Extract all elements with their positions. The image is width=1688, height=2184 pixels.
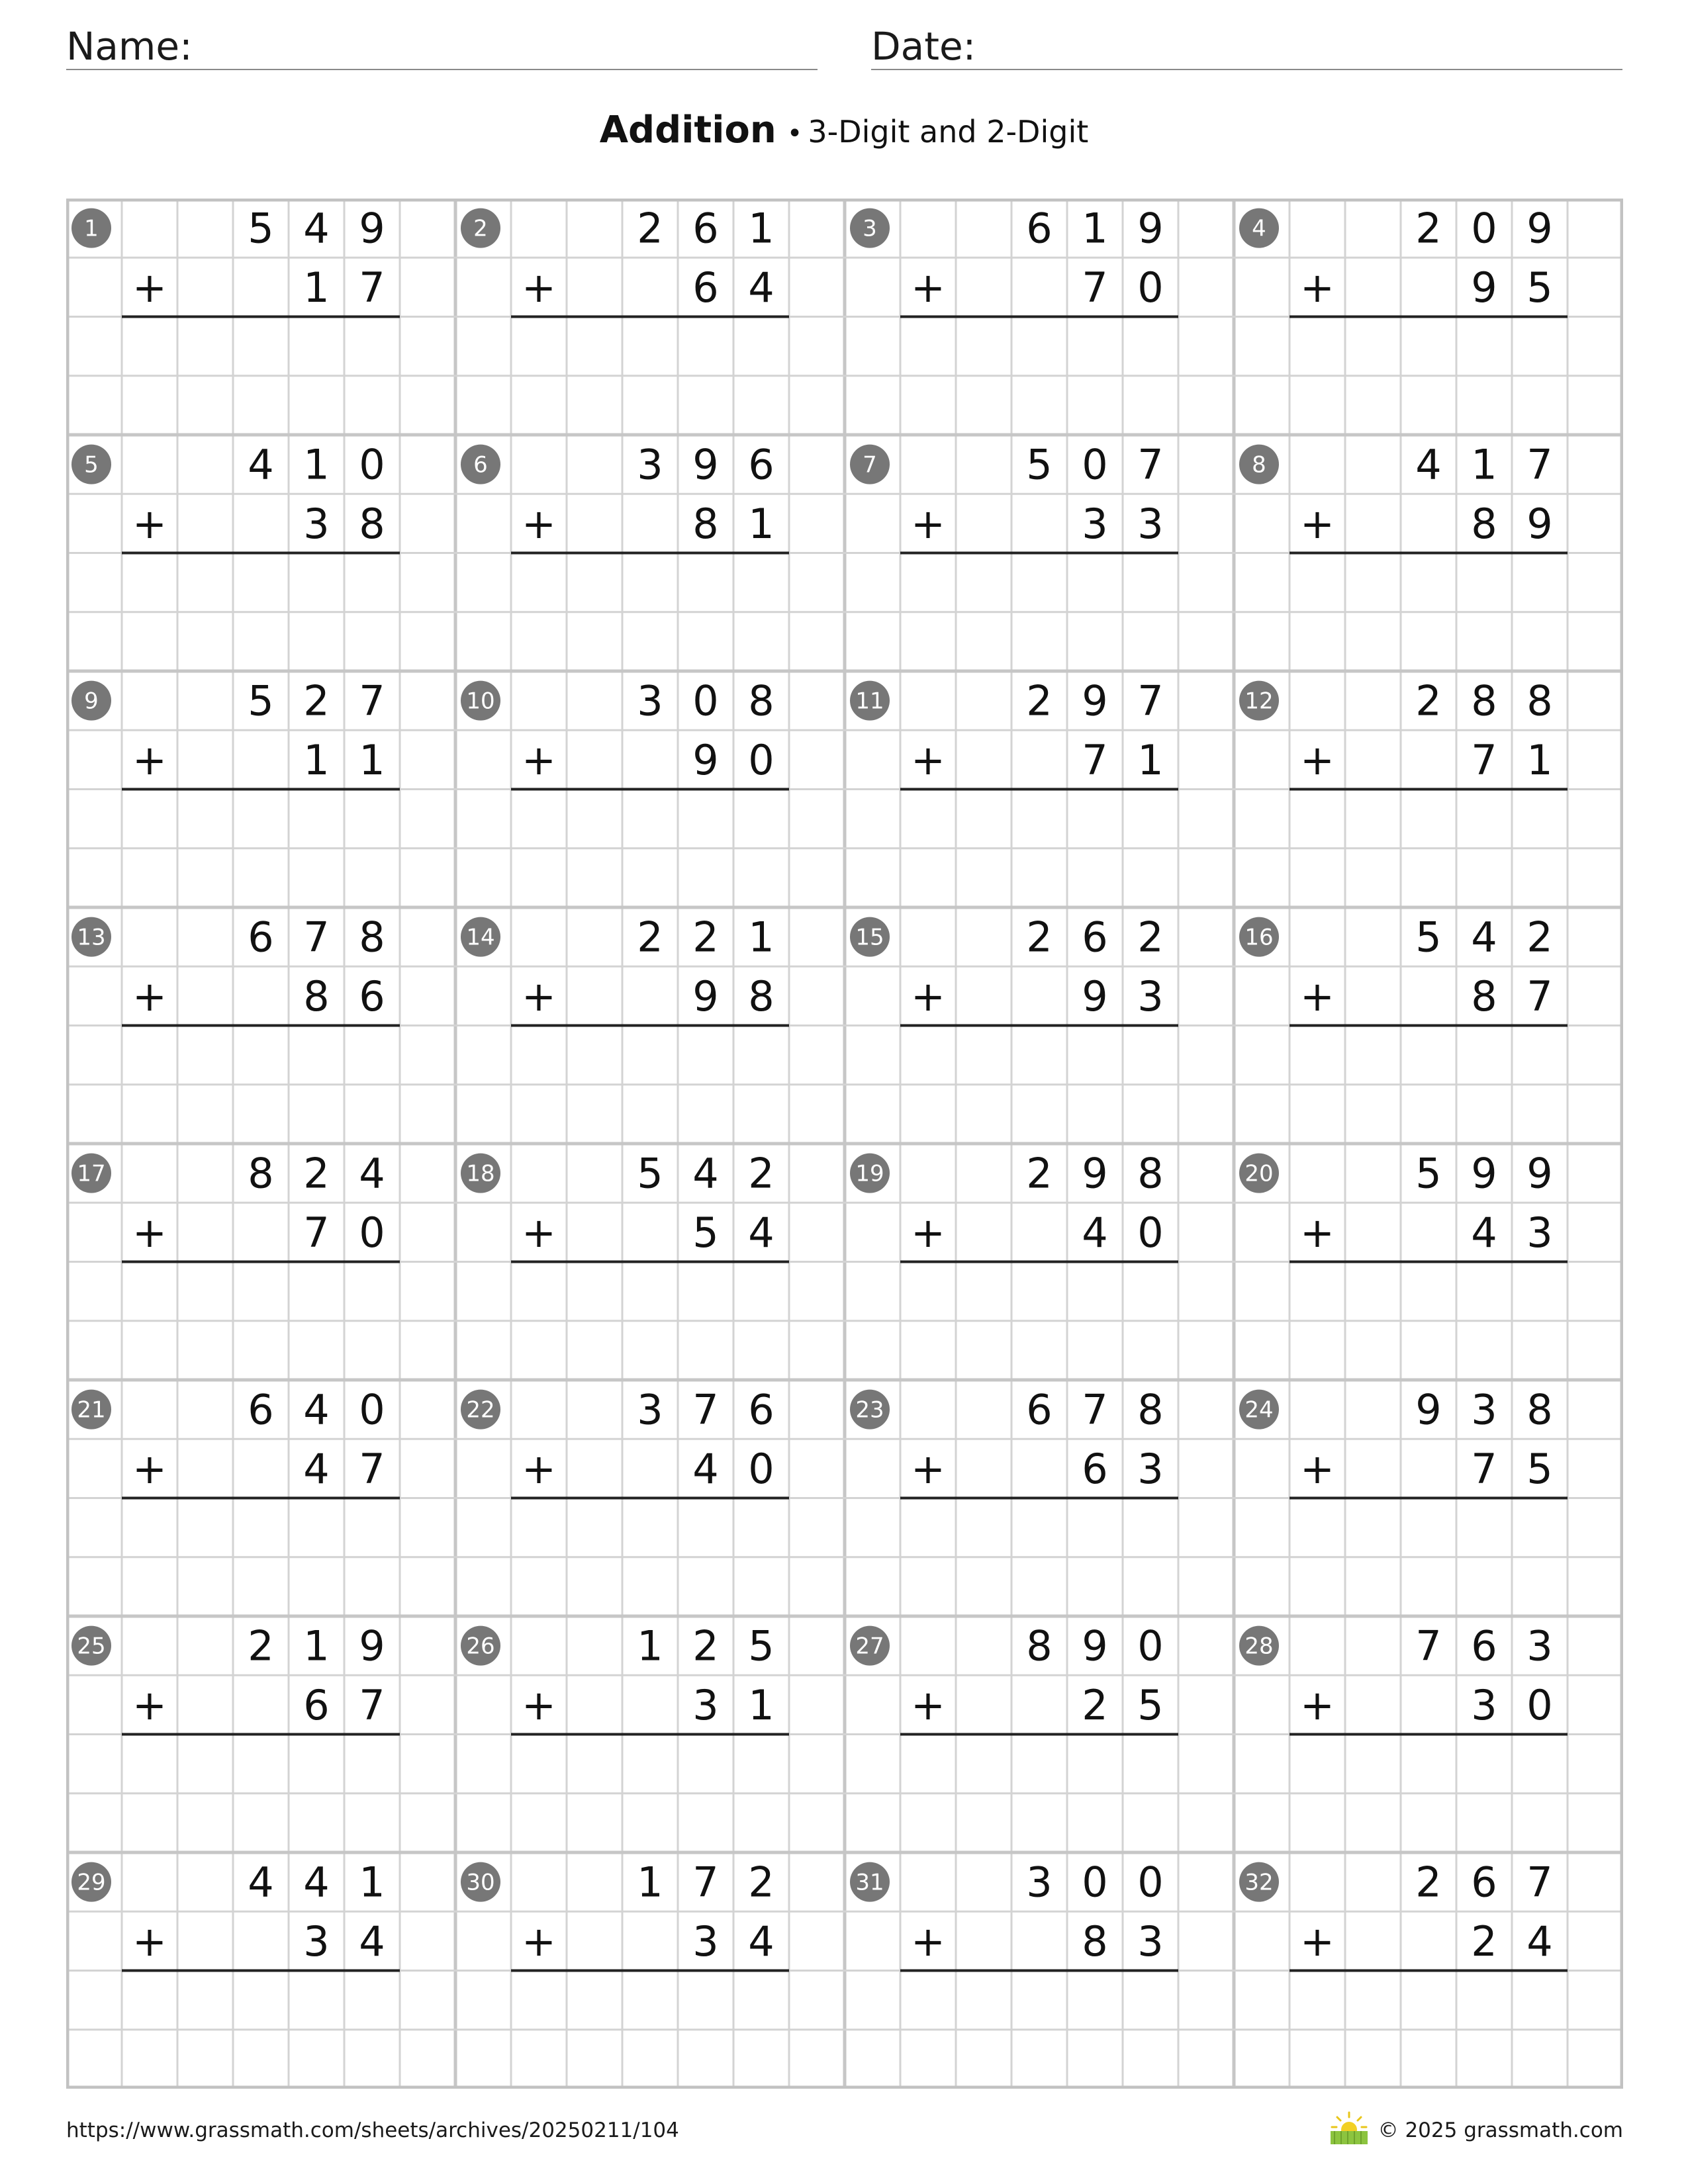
addend-top-digit: 9 [1082,1621,1108,1670]
addend-bottom-digit: 3 [1082,499,1108,548]
addend-bottom-digit: 3 [1137,972,1164,1021]
date-field[interactable] [871,24,1622,70]
addend-top-digit: 2 [248,1621,274,1670]
problem-number: 22 [466,1396,495,1424]
title-bullet: • [786,118,803,149]
problem-number: 7 [863,451,877,478]
addend-top-digit: 7 [1526,440,1553,489]
addend-top-digit: 1 [748,204,774,253]
addend-bottom-digit: 1 [1526,735,1553,784]
plus-sign: + [911,499,945,548]
addend-bottom-digit: 7 [1471,735,1497,784]
plus-sign: + [1300,499,1335,548]
addend-top-digit: 6 [692,204,719,253]
plus-sign: + [522,1444,556,1493]
addend-top-digit: 1 [637,1621,663,1670]
plus-sign: + [911,972,945,1021]
problem-number: 2 [473,215,488,242]
date-label: Date: [871,24,976,69]
plus-sign: + [132,499,167,548]
addend-bottom-digit: 0 [748,735,774,784]
addend-top-digit: 9 [1082,1149,1108,1198]
plus-sign: + [132,263,167,312]
addend-bottom-digit: 1 [303,263,330,312]
problem-number: 3 [863,215,877,242]
addend-top-digit: 1 [359,1858,385,1907]
addend-bottom-digit: 7 [1526,972,1553,1021]
addend-bottom-digit: 8 [1471,972,1497,1021]
addend-top-digit: 4 [303,1385,330,1434]
addend-top-digit: 4 [1415,440,1442,489]
addend-bottom-digit: 1 [1137,735,1164,784]
addend-top-digit: 9 [359,204,385,253]
addend-top-digit: 3 [1471,1385,1497,1434]
plus-sign: + [911,1917,945,1966]
addend-top-digit: 2 [748,1149,774,1198]
title-subtitle: 3-Digit and 2-Digit [808,114,1089,150]
addend-top-digit: 2 [692,913,719,962]
addend-top-digit: 8 [1526,1385,1553,1434]
addend-bottom-digit: 3 [1137,1444,1164,1493]
addend-bottom-digit: 4 [748,263,774,312]
plus-sign: + [1300,263,1335,312]
addend-bottom-digit: 8 [1082,1917,1108,1966]
addend-top-digit: 5 [1415,913,1442,962]
plus-sign: + [1300,735,1335,784]
addend-bottom-digit: 3 [1471,1680,1497,1729]
addend-top-digit: 1 [637,1858,663,1907]
addend-bottom-digit: 7 [1082,263,1108,312]
addend-bottom-digit: 5 [1526,263,1553,312]
addend-top-digit: 1 [1082,204,1108,253]
footer-url: https://www.grassmath.com/sheets/archives/20250211/104 [66,2118,679,2142]
problem-number: 21 [77,1396,106,1424]
addend-bottom-digit: 9 [1471,263,1497,312]
addend-top-digit: 6 [748,440,774,489]
addend-bottom-digit: 1 [303,735,330,784]
addend-bottom-digit: 8 [303,972,330,1021]
addend-top-digit: 6 [248,913,274,962]
plus-sign: + [132,735,167,784]
addend-bottom-digit: 4 [303,1444,330,1493]
addend-top-digit: 6 [748,1385,774,1434]
problem-number: 27 [855,1633,884,1660]
plus-sign: + [522,263,556,312]
addend-top-digit: 0 [1137,1621,1164,1670]
addend-top-digit: 2 [692,1621,719,1670]
plus-sign: + [1300,1917,1335,1966]
addend-bottom-digit: 7 [303,1208,330,1257]
addend-bottom-digit: 0 [1526,1680,1553,1729]
problem-number: 11 [855,688,884,715]
addend-top-digit: 7 [1415,1621,1442,1670]
plus-sign: + [522,1680,556,1729]
addend-top-digit: 5 [748,1621,774,1670]
addend-top-digit: 8 [359,913,385,962]
addend-bottom-digit: 4 [1471,1208,1497,1257]
name-label: Name: [66,24,193,69]
addend-bottom-digit: 8 [748,972,774,1021]
problem-number: 9 [84,688,99,715]
addend-bottom-digit: 4 [1082,1208,1108,1257]
addend-top-digit: 9 [359,1621,385,1670]
problem-number: 10 [466,688,495,715]
addend-bottom-digit: 3 [303,1917,330,1966]
plus-sign: + [132,1917,167,1966]
problem-number: 23 [855,1396,884,1424]
addend-bottom-digit: 4 [692,1444,719,1493]
addend-top-digit: 6 [1026,204,1053,253]
addend-top-digit: 0 [1471,204,1497,253]
plus-sign: + [911,1208,945,1257]
plus-sign: + [911,735,945,784]
addend-top-digit: 8 [1026,1621,1053,1670]
addend-top-digit: 2 [1526,913,1553,962]
page-title [0,101,1688,169]
addend-top-digit: 2 [748,1858,774,1907]
addend-top-digit: 5 [637,1149,663,1198]
worksheet-grid [66,199,1623,2089]
addend-bottom-digit: 2 [1471,1917,1497,1966]
addend-top-digit: 1 [303,1621,330,1670]
problem-number: 31 [855,1869,884,1896]
problem-number: 13 [77,924,106,951]
problem-number: 14 [466,924,495,951]
plus-sign: + [522,972,556,1021]
plus-sign: + [132,1444,167,1493]
problem-number: 26 [466,1633,495,1660]
addend-top-digit: 3 [1026,1858,1053,1907]
addend-top-digit: 7 [692,1858,719,1907]
addend-bottom-digit: 6 [303,1680,330,1729]
addend-bottom-digit: 1 [748,1680,774,1729]
addend-top-digit: 9 [1526,204,1553,253]
addend-top-digit: 6 [1471,1858,1497,1907]
addend-bottom-digit: 3 [1526,1208,1553,1257]
addend-bottom-digit: 2 [1082,1680,1108,1729]
addend-top-digit: 0 [359,440,385,489]
problem-number: 5 [84,451,99,478]
addend-top-digit: 8 [748,676,774,725]
addend-top-digit: 8 [1471,676,1497,725]
addend-top-digit: 0 [692,676,719,725]
addend-top-digit: 8 [1137,1385,1164,1434]
addend-top-digit: 2 [303,1149,330,1198]
addend-top-digit: 2 [303,676,330,725]
addend-bottom-digit: 3 [692,1917,719,1966]
addend-bottom-digit: 6 [359,972,385,1021]
problem-number: 25 [77,1633,106,1660]
addend-bottom-digit: 3 [1137,1917,1164,1966]
addend-top-digit: 2 [1026,676,1053,725]
addend-top-digit: 1 [303,440,330,489]
addend-bottom-digit: 9 [1526,499,1553,548]
addend-top-digit: 9 [1471,1149,1497,1198]
problem-number: 28 [1244,1633,1274,1660]
addend-top-digit: 0 [1082,440,1108,489]
addend-top-digit: 6 [1026,1385,1053,1434]
addend-top-digit: 9 [1415,1385,1442,1434]
problem-number: 32 [1244,1869,1274,1896]
addend-bottom-digit: 5 [692,1208,719,1257]
addend-bottom-digit: 8 [1471,499,1497,548]
addend-bottom-digit: 7 [359,263,385,312]
plus-sign: + [1300,1444,1335,1493]
plus-sign: + [1300,972,1335,1021]
plus-sign: + [132,1680,167,1729]
addend-top-digit: 7 [1526,1858,1553,1907]
addend-bottom-digit: 0 [1137,1208,1164,1257]
addend-bottom-digit: 4 [359,1917,385,1966]
addend-top-digit: 9 [1526,1149,1553,1198]
problem-number: 29 [77,1869,106,1896]
addend-top-digit: 8 [1137,1149,1164,1198]
addend-bottom-digit: 6 [1082,1444,1108,1493]
addend-bottom-digit: 0 [359,1208,385,1257]
name-field[interactable] [66,24,818,70]
addend-bottom-digit: 7 [1471,1444,1497,1493]
plus-sign: + [1300,1208,1335,1257]
addend-top-digit: 7 [692,1385,719,1434]
addend-bottom-digit: 3 [1137,499,1164,548]
addend-bottom-digit: 5 [1526,1444,1553,1493]
problem-number: 15 [855,924,884,951]
plus-sign: + [911,1680,945,1729]
addend-bottom-digit: 4 [1526,1917,1553,1966]
addend-top-digit: 9 [1082,676,1108,725]
addend-top-digit: 4 [1471,913,1497,962]
problem-number: 1 [84,215,99,242]
addend-top-digit: 3 [1526,1621,1553,1670]
addend-top-digit: 7 [1082,1385,1108,1434]
addend-bottom-digit: 7 [359,1680,385,1729]
addend-top-digit: 5 [248,676,274,725]
addend-top-digit: 9 [692,440,719,489]
problem-number: 24 [1244,1396,1274,1424]
addend-top-digit: 7 [303,913,330,962]
addend-top-digit: 8 [248,1149,274,1198]
problem-number: 12 [1244,688,1274,715]
addend-top-digit: 9 [1137,204,1164,253]
addend-top-digit: 4 [248,1858,274,1907]
addend-top-digit: 0 [359,1385,385,1434]
addend-bottom-digit: 3 [303,499,330,548]
addend-bottom-digit: 8 [692,499,719,548]
addend-top-digit: 2 [637,204,663,253]
addend-top-digit: 5 [1415,1149,1442,1198]
addend-top-digit: 0 [1082,1858,1108,1907]
addend-top-digit: 4 [303,1858,330,1907]
addend-top-digit: 7 [359,676,385,725]
addend-top-digit: 7 [1137,440,1164,489]
addend-top-digit: 6 [1082,913,1108,962]
plus-sign: + [132,1208,167,1257]
addend-top-digit: 3 [637,1385,663,1434]
addend-top-digit: 0 [1137,1858,1164,1907]
addend-top-digit: 4 [359,1149,385,1198]
addend-top-digit: 2 [637,913,663,962]
title-main: Addition [599,109,776,152]
addend-top-digit: 4 [692,1149,719,1198]
problem-number: 16 [1244,924,1274,951]
addend-bottom-digit: 1 [359,735,385,784]
addend-top-digit: 3 [637,440,663,489]
plus-sign: + [911,1444,945,1493]
plus-sign: + [911,263,945,312]
plus-sign: + [132,972,167,1021]
addend-top-digit: 4 [248,440,274,489]
problem-number: 18 [466,1160,495,1187]
addend-bottom-digit: 7 [1082,735,1108,784]
addend-bottom-digit: 9 [1082,972,1108,1021]
addend-top-digit: 2 [1137,913,1164,962]
addend-bottom-digit: 0 [1137,263,1164,312]
plus-sign: + [522,1917,556,1966]
addend-top-digit: 8 [1526,676,1553,725]
grass-sun-logo-icon [1328,2111,1370,2146]
addend-top-digit: 7 [1137,676,1164,725]
addend-bottom-digit: 9 [692,735,719,784]
addend-top-digit: 1 [748,913,774,962]
problem-number: 6 [473,451,488,478]
addend-top-digit: 5 [248,204,274,253]
addend-bottom-digit: 5 [1137,1680,1164,1729]
addend-top-digit: 1 [1471,440,1497,489]
addend-top-digit: 5 [1026,440,1053,489]
plus-sign: + [522,1208,556,1257]
problem-number: 17 [77,1160,106,1187]
addend-top-digit: 6 [1471,1621,1497,1670]
addend-bottom-digit: 8 [359,499,385,548]
addend-bottom-digit: 7 [359,1444,385,1493]
addend-top-digit: 6 [248,1385,274,1434]
addend-bottom-digit: 4 [748,1208,774,1257]
addend-bottom-digit: 6 [692,263,719,312]
addend-bottom-digit: 3 [692,1680,719,1729]
addend-bottom-digit: 9 [692,972,719,1021]
addend-top-digit: 2 [1415,1858,1442,1907]
problem-number: 30 [466,1869,495,1896]
problem-number: 19 [855,1160,884,1187]
addend-top-digit: 2 [1415,204,1442,253]
addend-top-digit: 2 [1415,676,1442,725]
problem-number: 8 [1252,451,1266,478]
addend-top-digit: 2 [1026,1149,1053,1198]
plus-sign: + [522,735,556,784]
addend-top-digit: 3 [637,676,663,725]
addend-bottom-digit: 0 [748,1444,774,1493]
problem-number: 20 [1244,1160,1274,1187]
addend-top-digit: 4 [303,204,330,253]
plus-sign: + [522,499,556,548]
addend-bottom-digit: 4 [748,1917,774,1966]
addend-top-digit: 2 [1026,913,1053,962]
addend-bottom-digit: 1 [748,499,774,548]
plus-sign: + [1300,1680,1335,1729]
footer-copyright: © 2025 grassmath.com [1378,2118,1623,2142]
problem-number: 4 [1252,215,1266,242]
